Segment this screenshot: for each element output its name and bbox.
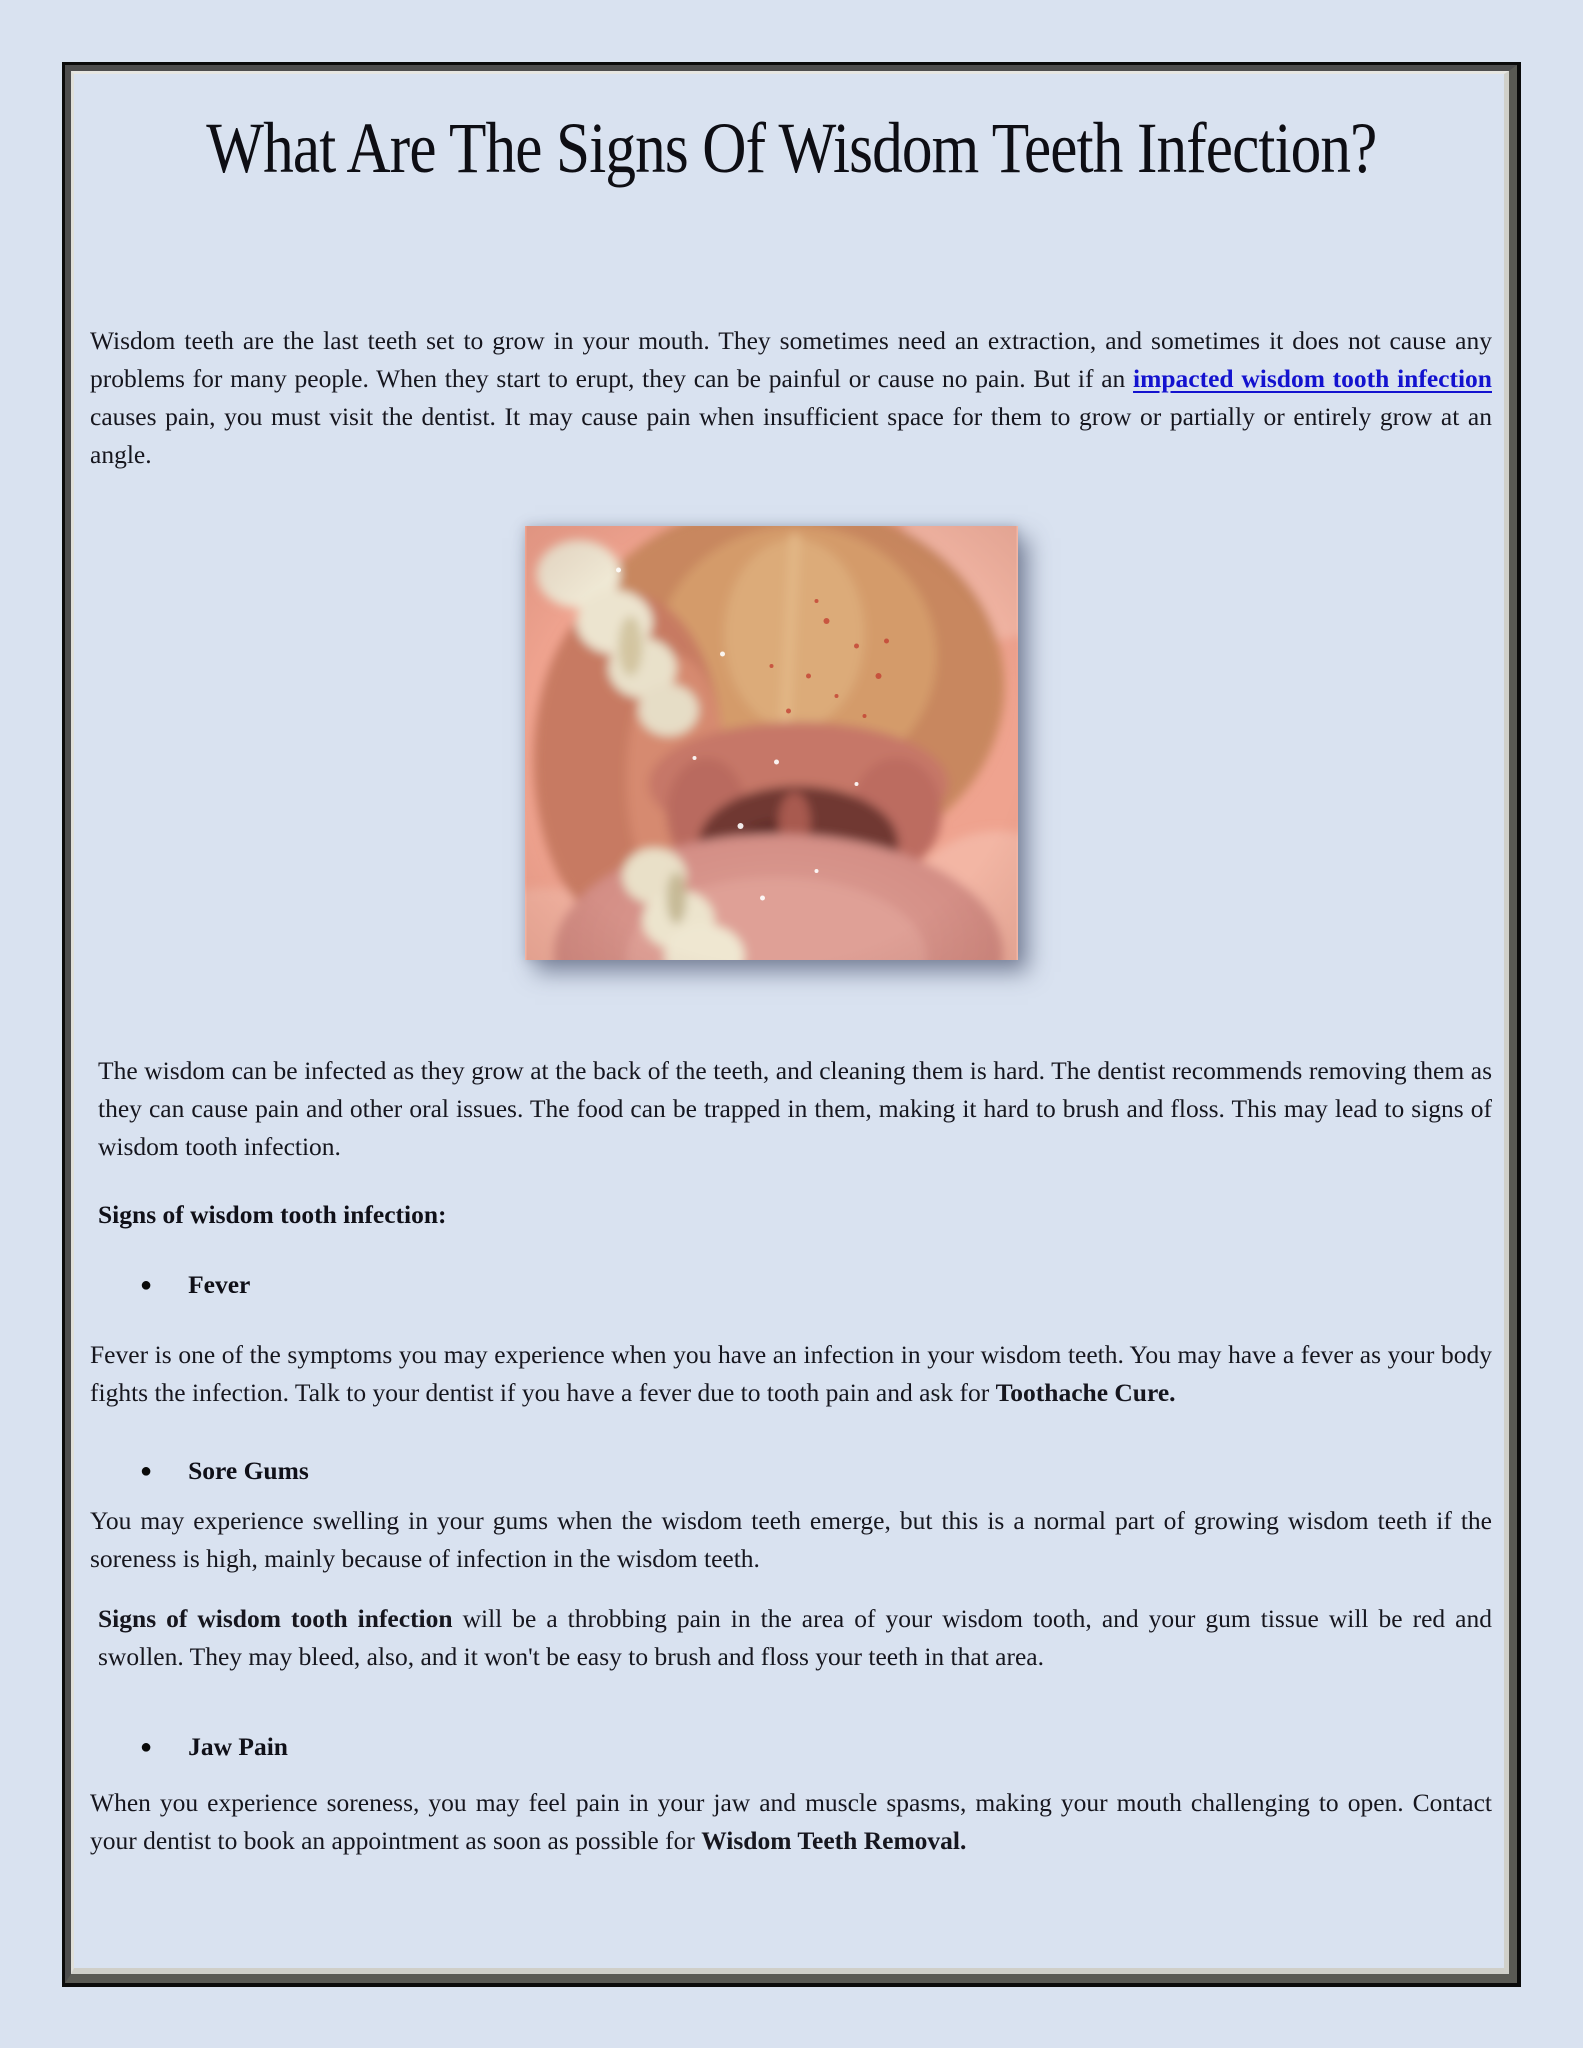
signs-bold-text: Signs of wisdom tooth infection (98, 1604, 453, 1633)
after-image-paragraph: The wisdom can be infected as they grow at the back of the teeth, and cleaning them is hard. The dentist recommends removing them as they can cause pain and other oral issues. The food can be trapped in them, making it hard to brush and floss. This may lead to signs of wisdom tooth infection. (98, 1056, 1492, 1161)
document-content (74, 74, 1504, 1968)
intro-paragraph (90, 322, 1492, 474)
bullet-dot-icon: ● (140, 1460, 153, 1482)
jaw-pain-paragraph (90, 1784, 1492, 1860)
sore-gums-paragraph-1: You may experience swelling in your gums when the wisdom teeth emerge, but this is a normal part of growing wisdom teeth if the soreness is high, mainly because of infection in the wisdom teeth. (90, 1506, 1492, 1573)
page-border-frame (62, 62, 1521, 1987)
impacted-wisdom-tooth-infection-link[interactable]: impacted wisdom tooth infection (1133, 364, 1492, 393)
sore-gums-paragraph-2 (90, 1600, 1492, 1676)
bullet-dot-icon: ● (140, 1274, 153, 1296)
sore-gums-paragraph-2-text: will be a throbbing pain in the area of your wisdom tooth, and your gum tissue will be red and swollen. They may bleed, also, and it won't be easy to brush and floss your teeth in that area. (98, 1604, 1492, 1671)
page-border-frame-inner (71, 71, 1509, 1974)
page-title (90, 108, 1492, 188)
fever-text: Fever is one of the symptoms you may experience when you have an infection in your wisdom teeth. You may have a fever as your body fights the infection. Talk to your dentist if you have a fever due to tooth pain and ask for (90, 1340, 1492, 1407)
wisdom-teeth-removal-bold-text: Wisdom Teeth Removal. (701, 1826, 967, 1855)
jaw-pain-text: When you experience soreness, you may feel pain in your jaw and muscle spasms, making your mouth challenging to open. Contact your dentist to book an appointment as soon as possible for (90, 1788, 1492, 1855)
page-border-frame-mid (65, 65, 1517, 1983)
fever-bullet-label: Fever (188, 1270, 251, 1299)
bullet-dot-icon: ● (140, 1736, 153, 1758)
jaw-pain-bullet-item (140, 1728, 1492, 1766)
fever-paragraph (90, 1336, 1492, 1412)
signs-heading: Signs of wisdom tooth infection: (98, 1200, 447, 1229)
mouth-photo-illustration (525, 526, 1018, 960)
toothache-cure-bold-text: Toothache Cure. (995, 1378, 1176, 1407)
page-title-text: What Are The Signs Of Wisdom Teeth Infection? (205, 108, 1377, 188)
mouth-photo (525, 526, 1018, 960)
fever-bullet-item (140, 1266, 1492, 1304)
intro-text-before-link: Wisdom teeth are the last teeth set to grow in your mouth. They sometimes need an extraction, and sometimes it does not cause any problems for many people. When they start to erupt, they can be painful or cause no pain. But if an (90, 326, 1492, 393)
jaw-pain-bullet-label: Jaw Pain (188, 1732, 288, 1761)
sore-gums-bullet-label: Sore Gums (188, 1456, 309, 1485)
intro-text-after-link: causes pain, you must visit the dentist. It may cause pain when insufficient space for them to grow or partially or entirely grow at an angle. (90, 402, 1492, 469)
sore-gums-bullet-item (140, 1452, 1492, 1490)
